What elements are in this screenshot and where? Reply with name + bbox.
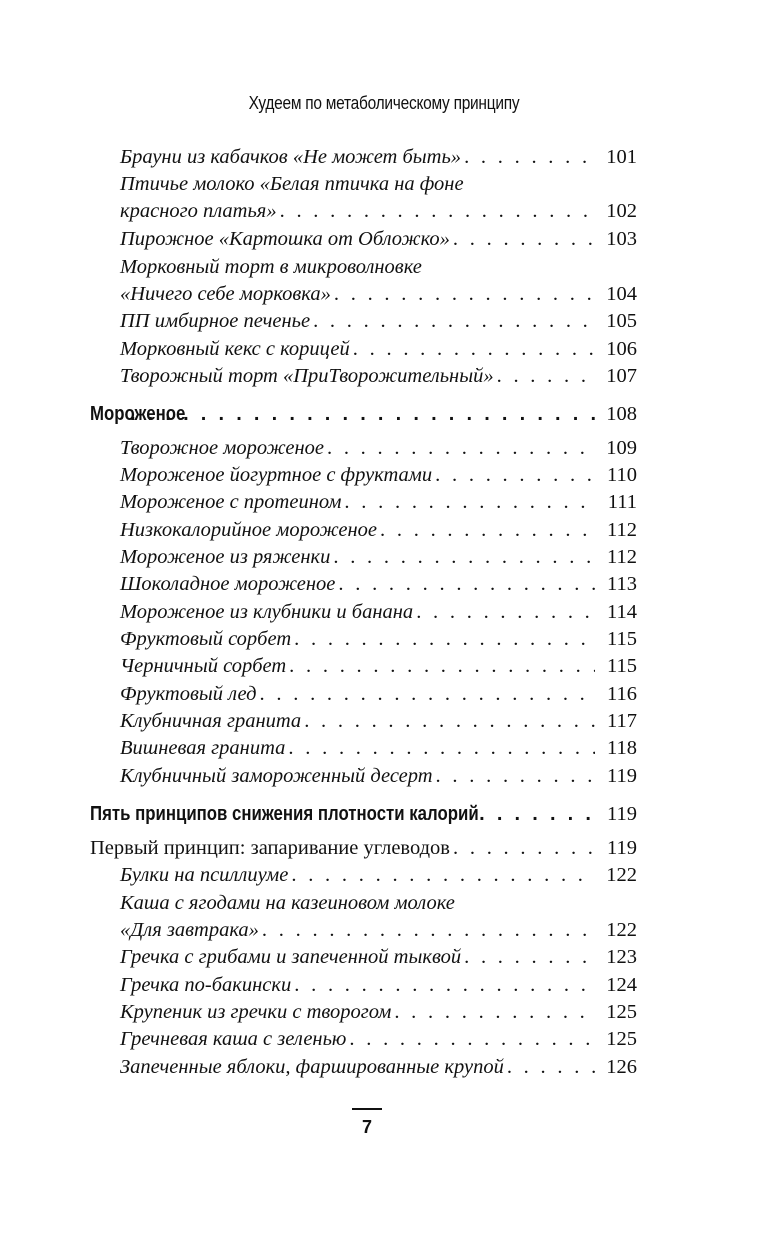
toc-entry-title: Морковный кекс с корицей bbox=[120, 338, 350, 360]
footer-rule bbox=[352, 1108, 382, 1110]
toc-entry-title: Мороженое с протеином bbox=[120, 491, 342, 513]
toc-entry-title: Клубничная гранита bbox=[120, 710, 302, 732]
toc-entry-title: Гречневая каша с зеленью bbox=[120, 1028, 347, 1050]
dot-leader bbox=[416, 599, 595, 626]
dot-leader bbox=[291, 862, 595, 889]
toc-entry-page: 111 bbox=[607, 491, 637, 513]
toc-entry bbox=[120, 972, 637, 999]
toc-entry-title-line1: Морковный торт в микроволновке bbox=[120, 256, 422, 278]
toc-entry-title: Мороженое из ряженки bbox=[120, 546, 331, 568]
dot-leader bbox=[435, 462, 595, 489]
toc-entry-title: Клубничный замороженный десерт bbox=[120, 765, 433, 787]
toc-entry-page: 126 bbox=[606, 1056, 637, 1078]
toc-entry-title: Запеченные яблоки, фаршированные крупой bbox=[120, 1056, 504, 1078]
toc-entry-title: Фруктовый сорбет bbox=[120, 628, 292, 650]
toc-entry-title: ПП имбирное печенье bbox=[120, 310, 311, 332]
toc-entry bbox=[120, 1026, 637, 1053]
toc-entry-page: 114 bbox=[607, 601, 637, 623]
toc-entry-page: 117 bbox=[607, 710, 637, 732]
toc-entry-page: 110 bbox=[607, 464, 637, 486]
toc-entry-page: 125 bbox=[606, 1001, 637, 1023]
toc-entry-title: Шоколадное мороженое bbox=[120, 573, 336, 595]
toc-entry-title: Фруктовый лед bbox=[120, 683, 257, 705]
dot-leader bbox=[479, 801, 595, 828]
toc-entry-title: Мороженое йогуртное с фруктами bbox=[120, 464, 433, 486]
dot-leader bbox=[313, 308, 595, 335]
toc-entry-page: 124 bbox=[606, 974, 637, 996]
dot-leader bbox=[464, 944, 595, 971]
toc-entry bbox=[120, 281, 637, 308]
toc-entry-page: 107 bbox=[606, 365, 637, 387]
toc-entry-page: 101 bbox=[606, 146, 637, 168]
toc-entry bbox=[120, 735, 637, 762]
toc-entry-page: 105 bbox=[606, 310, 637, 332]
toc-entry-page: 112 bbox=[607, 546, 637, 568]
dot-leader bbox=[353, 336, 595, 363]
toc-entry-page: 122 bbox=[606, 919, 637, 941]
dot-leader bbox=[304, 708, 595, 735]
page-number: 7 bbox=[361, 1117, 372, 1137]
toc-entry-title: Булки на псиллиуме bbox=[120, 864, 289, 886]
toc-chapter-page: 119 bbox=[607, 837, 637, 859]
toc-entry bbox=[120, 917, 637, 944]
toc-entry-page: 119 bbox=[607, 765, 637, 787]
dot-leader bbox=[349, 1026, 595, 1053]
dot-leader bbox=[289, 653, 595, 680]
toc-entry bbox=[120, 363, 637, 390]
toc-entry-page: 103 bbox=[606, 228, 637, 250]
dot-leader bbox=[453, 835, 595, 862]
dot-leader bbox=[344, 489, 595, 516]
dot-leader bbox=[260, 681, 595, 708]
toc-entry-title: Творожный торт «ПриТворожительный» bbox=[120, 365, 494, 387]
toc-entry-title-line1: Каша с ягодами на казеиновом молоке bbox=[120, 892, 455, 914]
dot-leader bbox=[280, 198, 595, 225]
toc-chapter bbox=[90, 835, 637, 862]
dot-leader bbox=[507, 1054, 595, 1081]
toc-entry-page: 123 bbox=[606, 946, 637, 968]
toc-entry bbox=[120, 1054, 637, 1081]
toc-entry-title: «Для завтрака» bbox=[120, 919, 259, 941]
toc-entry-title-line1: Птичье молоко «Белая птичка на фоне bbox=[120, 173, 464, 195]
dot-leader bbox=[497, 363, 595, 390]
toc-entry bbox=[120, 708, 637, 735]
toc-entry-title: Творожное мороженое bbox=[120, 437, 324, 459]
dot-leader bbox=[130, 401, 595, 428]
toc-entry bbox=[120, 489, 637, 516]
toc-entry bbox=[120, 999, 637, 1026]
toc-entry bbox=[120, 226, 637, 253]
toc-entry bbox=[120, 681, 637, 708]
dot-leader bbox=[327, 435, 595, 462]
toc-entry-title: красного платья» bbox=[120, 200, 277, 222]
dot-leader bbox=[394, 999, 595, 1026]
toc-entry-page: 106 bbox=[606, 338, 637, 360]
toc-chapter-title: Первый принцип: запаривание углеводов bbox=[90, 837, 450, 859]
toc-entry-title: Низкокалорийное мороженое bbox=[120, 519, 378, 541]
toc-entry bbox=[120, 599, 637, 626]
toc-section-title: Мороженое bbox=[90, 403, 186, 425]
toc-entry-title: Брауни из кабачков «Не может быть» bbox=[120, 146, 462, 168]
dot-leader bbox=[436, 763, 595, 790]
toc-entry-title: Гречка с грибами и запеченной тыквой bbox=[120, 946, 462, 968]
dot-leader bbox=[464, 144, 595, 171]
toc-entry-page: 116 bbox=[607, 683, 637, 705]
dot-leader bbox=[380, 517, 595, 544]
toc-entry-page: 104 bbox=[606, 283, 637, 305]
toc-entry-page: 115 bbox=[607, 628, 637, 650]
dot-leader bbox=[294, 972, 595, 999]
toc-entry-title: Пирожное «Картошка от Обложко» bbox=[120, 228, 450, 250]
dot-leader bbox=[338, 571, 595, 598]
toc-section bbox=[90, 801, 637, 828]
toc-entry bbox=[120, 626, 637, 653]
dot-leader bbox=[334, 281, 595, 308]
toc-entry bbox=[120, 763, 637, 790]
toc-entry bbox=[120, 544, 637, 571]
toc-entry-page: 115 bbox=[607, 655, 637, 677]
toc-entry-page: 122 bbox=[606, 864, 637, 886]
toc-entry-title: Мороженое из клубники и банана bbox=[120, 601, 414, 623]
dot-leader bbox=[453, 226, 595, 253]
dot-leader bbox=[294, 626, 595, 653]
toc-section-page: 119 bbox=[607, 803, 637, 825]
toc-section-title: Пять принципов снижения плотности калорий bbox=[90, 803, 479, 825]
toc-entry-page: 112 bbox=[607, 519, 637, 541]
toc-entry bbox=[120, 944, 637, 971]
toc-entry bbox=[120, 198, 637, 225]
toc-entry-title: «Ничего себе морковка» bbox=[120, 283, 331, 305]
toc-entry bbox=[120, 336, 637, 363]
toc-entry-page: 109 bbox=[606, 437, 637, 459]
toc-entry-page: 113 bbox=[607, 573, 637, 595]
running-header: Худеем по метаболическому принципу bbox=[248, 93, 520, 113]
toc-entry bbox=[120, 435, 637, 462]
toc-entry-page: 102 bbox=[606, 200, 637, 222]
dot-leader bbox=[333, 544, 595, 571]
toc-entry-title: Вишневая гранита bbox=[120, 737, 286, 759]
dot-leader bbox=[262, 917, 595, 944]
toc-entry-title: Крупеник из гречки с творогом bbox=[120, 1001, 392, 1023]
toc-section bbox=[90, 401, 637, 428]
toc-entry bbox=[120, 144, 637, 171]
toc-entry bbox=[120, 308, 637, 335]
toc-entry-page: 125 bbox=[606, 1028, 637, 1050]
toc-section-page: 108 bbox=[606, 403, 637, 425]
dot-leader bbox=[288, 735, 595, 762]
toc-entry bbox=[120, 517, 637, 544]
toc-entry-title: Гречка по-бакински bbox=[120, 974, 292, 996]
toc-entry-title: Черничный сорбет bbox=[120, 655, 287, 677]
toc-entry-page: 118 bbox=[607, 737, 637, 759]
toc-entry bbox=[120, 462, 637, 489]
toc-entry bbox=[120, 571, 637, 598]
toc-entry bbox=[120, 653, 637, 680]
toc-entry bbox=[120, 862, 637, 889]
